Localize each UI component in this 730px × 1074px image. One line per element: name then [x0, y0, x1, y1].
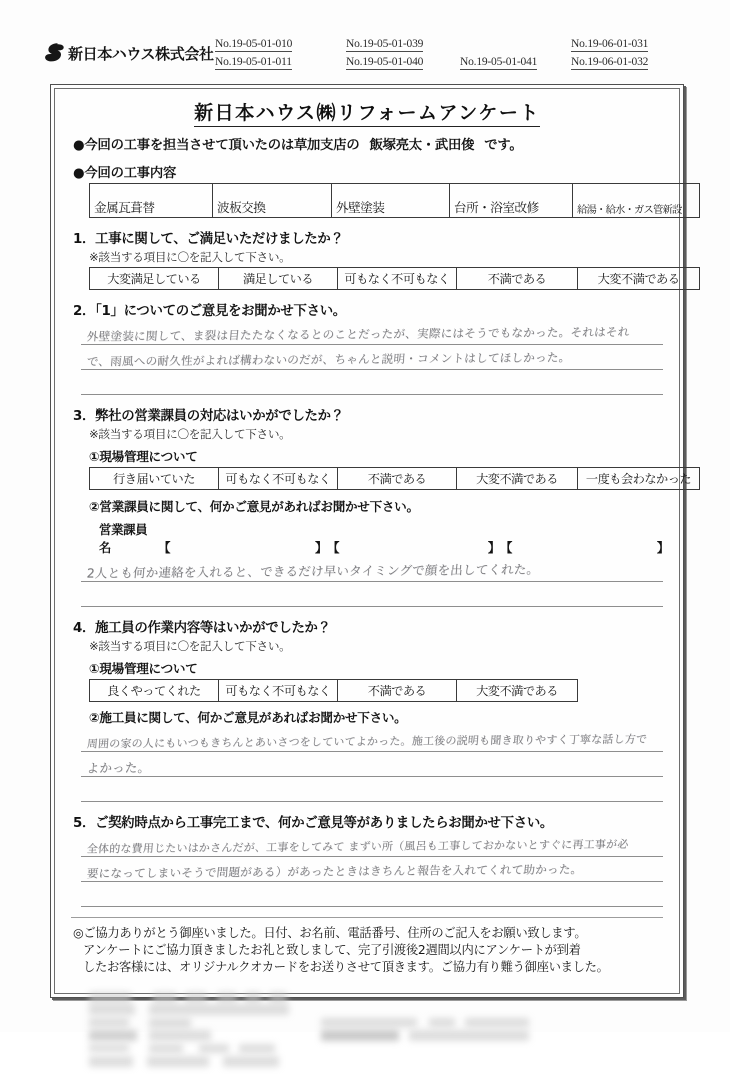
handwritten-answer-text: よかった。: [86, 759, 151, 776]
q4-option-dissatisfied[interactable]: 不満である: [338, 680, 457, 702]
redaction-bar: [321, 1018, 417, 1027]
bracket-close: 】: [315, 540, 328, 555]
survey-content: [65, 93, 692, 991]
q1-option-satisfied[interactable]: 満足している: [219, 268, 338, 290]
question-3-subheading-comments: ②営業課員に関して、何かご意見があればお聞かせ下さい。: [89, 499, 419, 514]
question-2-heading: 2．「1」についてのご意見をお聞かせ下さい。: [73, 304, 346, 319]
q4-option-neutral[interactable]: 可もなく不可もなく: [219, 680, 338, 702]
redaction-bar: [269, 992, 287, 1003]
work-content-cell-kitchenbath[interactable]: 台所・浴室改修: [450, 184, 573, 218]
question-4-note: ※該当する項目に〇を記入して下さい。: [89, 639, 291, 653]
q4-option-did-well[interactable]: 良くやってくれた: [90, 680, 219, 702]
ruled-line: [81, 857, 663, 882]
work-content-cell-exterior[interactable]: 外壁塗装: [332, 184, 450, 218]
q3-option-dissatisfied[interactable]: 不満である: [338, 468, 457, 490]
redaction-bar: [149, 1044, 183, 1053]
charge-staff-line: [73, 134, 669, 153]
ruled-line: [81, 777, 663, 802]
redaction-bar: [89, 1044, 129, 1052]
document-number: No.19-05-01-010: [215, 38, 293, 50]
bracket-open: 【: [327, 540, 340, 555]
q4-option-very-dissatisfied[interactable]: 大変不満である: [457, 680, 578, 702]
document-number: No.19-05-01-041: [460, 56, 538, 68]
handwritten-answer-text: 全体的な費用じたいはかさんだが、工事をしてみて まずい所（風呂も工事しておかないとすぐに再工事が必: [86, 837, 629, 856]
q1-option-very-dissatisfied[interactable]: 大変不満である: [578, 268, 700, 290]
handwritten-answer-text: [87, 796, 663, 801]
question-4-heading: 4．施工員の作業内容等はいかがでしたか？: [73, 621, 331, 636]
redaction-bar: [217, 992, 237, 1003]
q3-option-very-dissatisfied[interactable]: 大変不満である: [457, 468, 578, 490]
page-title: [65, 98, 669, 125]
ruled-line: [81, 557, 663, 582]
page-title-text: 新日本ハウス㈱リフォームアンケート: [194, 102, 540, 127]
handwritten-answer-text: 要になってしまいそうで問題がある）があったときはきちんと報告を入れてくれて助かった。: [86, 862, 583, 881]
q1-option-very-satisfied[interactable]: 大変満足している: [90, 268, 219, 290]
sales-staff-name-row: [99, 520, 669, 556]
redaction-bar: [89, 992, 131, 1003]
q3-option-attentive[interactable]: 行き届いていた: [90, 468, 219, 490]
document-number: No.19-05-01-039: [346, 38, 424, 50]
question-4-subheading-site-management: ①現場管理について: [89, 661, 198, 676]
charge-line-suffix: です。: [484, 138, 523, 153]
table-row: [90, 680, 578, 702]
handwritten-answer-text: [87, 389, 663, 394]
company-logo-mark: [44, 42, 64, 64]
ruled-line: [81, 345, 663, 370]
q1-option-neutral[interactable]: 可もなく不可もなく: [338, 268, 457, 290]
footer-line-3: したお客様には、オリジナルクオカードをお送りさせて頂きます。ご協力有り難う御座いました。: [83, 960, 609, 974]
bracket-close: 】: [487, 540, 501, 555]
question-3-subheading-site-management: ①現場管理について: [89, 449, 198, 464]
footer-line-2: アンケートにご協力頂きましたお礼と致しまして、完了引渡後2週間以内にアンケートが到着: [83, 943, 581, 957]
handwritten-answer-text: [87, 601, 663, 606]
company-branding: [44, 42, 214, 64]
ruled-line: [81, 370, 663, 395]
redacted-personal-info-block: [89, 990, 663, 1074]
footer-line-1: ◎ご協力ありがとう御座いました。日付、お名前、電話番号、住所のご記入をお願い致します。: [73, 926, 587, 940]
table-row: [90, 468, 700, 490]
question-4-answer-area[interactable]: [81, 727, 663, 802]
redaction-bar: [153, 992, 177, 1003]
redaction-bar: [239, 1044, 275, 1053]
redaction-bar: [149, 1018, 191, 1028]
work-content-cell-plumbing[interactable]: 給湯・給水・ガス管新設: [573, 184, 700, 218]
document-number-group: [215, 36, 695, 80]
document-number: No.19-05-01-011: [215, 56, 292, 68]
footer-divider: [71, 917, 663, 918]
question-3-note: ※該当する項目に〇を記入して下さい。: [89, 427, 291, 441]
handwritten-answer-text: で、雨風への耐久性がよれば構わないのだが、ちゃんと説明・コメントはしてほしかった。: [86, 350, 572, 369]
question-1-options-table: [89, 267, 700, 290]
charge-staff-names: 飯塚亮太・武田俊: [369, 138, 475, 153]
redaction-bar: [149, 1004, 289, 1015]
redaction-bar: [89, 1004, 135, 1015]
work-content-cell-corrugated[interactable]: 波板交換: [213, 184, 332, 218]
ruled-line: [81, 832, 663, 857]
table-row: [90, 184, 700, 218]
ruled-line: [81, 582, 663, 607]
charge-line-prefix: ●今回の工事を担当させて頂いたのは草加支店の: [73, 138, 360, 153]
table-row: [90, 268, 700, 290]
redaction-bar: [429, 1018, 455, 1027]
question-5-answer-area[interactable]: [81, 832, 663, 907]
work-content-cell-metal-roof[interactable]: 金属瓦葺替: [90, 184, 213, 218]
question-2-answer-area[interactable]: [81, 320, 663, 395]
ruled-line: [81, 320, 663, 345]
bracket-open: 【: [158, 540, 171, 555]
question-3-options-table: [89, 467, 700, 490]
handwritten-answer-text: [87, 901, 663, 906]
redaction-bar: [89, 1056, 133, 1067]
document-number: No.19-06-01-032: [571, 56, 649, 68]
work-content-heading: ●今回の工事内容: [73, 166, 177, 181]
sales-staff-name-label: 営業課員名: [99, 522, 148, 555]
question-3-answer-area[interactable]: [81, 557, 663, 607]
document-number: No.19-06-01-031: [571, 38, 649, 50]
question-1-heading: 1．工事に関して、ご満足いただけましたか？: [73, 232, 344, 247]
company-name: 新日本ハウス株式会社: [68, 44, 214, 63]
handwritten-answer-text: 外壁塗装に関して、ま裂は目たたなくなるとのことだったが、実際にはそうでもなかった。それはそれ: [86, 324, 631, 344]
document-number: No.19-05-01-040: [346, 56, 424, 68]
ruled-line: [81, 882, 663, 907]
question-5-heading: 5．ご契約時点から工事完工まで、何かご意見等がありましたらお聞かせ下さい。: [73, 816, 554, 831]
ruled-line: [81, 752, 663, 777]
redaction-bar: [147, 1056, 209, 1067]
handwritten-answer-text: 周囲の家の人にもいつもきちんとあいさつをしていてよかった。施工後の説明も聞き取りやすく丁寧な話し方で: [86, 732, 648, 751]
bracket-close: 】: [656, 540, 669, 555]
q1-option-dissatisfied[interactable]: 不満である: [457, 268, 578, 290]
footer-notice: [73, 925, 665, 976]
redaction-bar: [185, 992, 207, 1003]
redaction-bar: [199, 1044, 229, 1053]
q3-option-never-met[interactable]: 一度も会わなかった: [578, 468, 700, 490]
redaction-bar: [245, 992, 261, 1003]
redaction-bar: [223, 1056, 279, 1067]
redaction-bar: [465, 1018, 529, 1027]
question-4-subheading-comments: ②施工員に関して、何かご意見があればお聞かせ下さい。: [89, 710, 407, 725]
work-content-table: [89, 183, 700, 218]
q3-option-neutral[interactable]: 可もなく不可もなく: [219, 468, 338, 490]
survey-page-frame: [50, 84, 692, 998]
question-4-options-table: [89, 679, 578, 702]
question-1-note: ※該当する項目に〇を記入して下さい。: [89, 250, 291, 264]
bracket-open: 【: [500, 540, 513, 555]
redaction-bar: [89, 1018, 129, 1027]
ruled-line: [81, 727, 663, 752]
letterhead: [0, 36, 730, 80]
question-3-heading: 3．弊社の営業課員の対応はいかがでしたか？: [73, 409, 344, 424]
handwritten-answer-text: 2人とも何か連絡を入れると、できるだけ早いタイミングで顔を出してくれた。: [86, 561, 540, 581]
